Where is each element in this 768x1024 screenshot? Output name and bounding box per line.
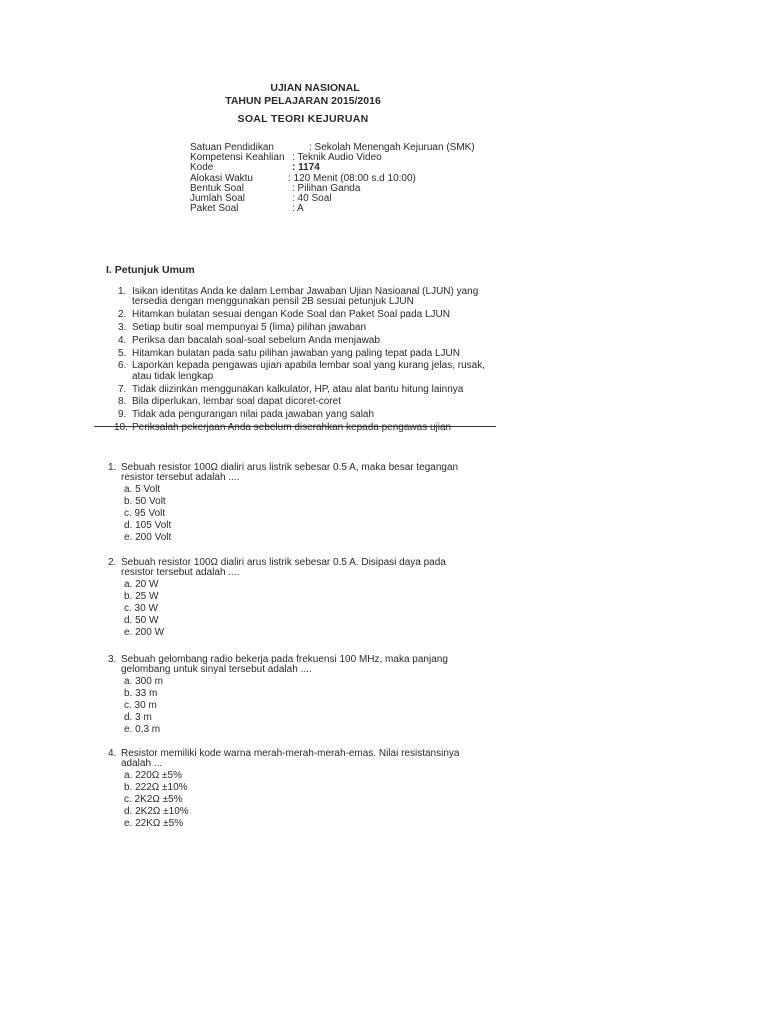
item-text: Periksa dan bacalah soal-soal sebelum Anda menjawab [132,334,380,346]
question-text: Sebuah gelombang radio bekerja pada frekuensi 100 MHz, maka panjang gelombang untuk sinyal tersebut adalah .... [121,654,448,676]
answer-option: b. 222Ω ±10% [124,782,188,794]
question-number: 1. [108,462,117,473]
question-text: Sebuah resistor 100Ω dialiri arus listrik sebesar 0.5 A, maka besar tegangan resistor tersebut adalah .... [121,462,459,484]
answer-option: b. 50 Volt [124,496,166,508]
question-text: Sebuah resistor 100Ω dialiri arus listrik sebesar 0.5 A. Disipasi daya pada resistor tersebut adalah .... [121,557,446,579]
header-year: TAHUN PELAJARAN 2015/2016 [225,95,381,107]
answer-option: e. 22KΩ ±5% [124,817,184,829]
answer-option: c. 95 Volt [124,508,166,519]
info-label: Paket Soal [190,203,239,215]
item-text: Hitamkan bulatan pada satu pilihan jawaban yang paling tepat pada LJUN [132,347,461,359]
answer-option: c. 30 m [124,700,157,711]
general-instructions-list [114,286,498,436]
info-label: Jumlah Soal [190,192,246,204]
item-text: Setiap butir soal mempunyai 5 (lima) pilihan jawaban [132,322,367,333]
answer-option: b. 25 W [124,591,159,603]
section-divider [94,426,496,427]
info-value: : Sekolah Menengah Kejuruan (SMK) [309,142,475,153]
answer-option: a. 220Ω ±5% [124,770,182,782]
list-item [118,361,498,382]
question-2 [108,558,480,638]
item-text: Periksalah pekerjaan Anda sebelum diserahkan kepada pengawas ujian [132,421,452,433]
question-text: Resistor memiliki kode warna merah-merah-merah-emas. Nilai resistansinya adalah ... [121,748,460,770]
answer-option: d. 105 Volt [124,519,172,531]
item-number: 5. [118,347,127,359]
info-value: : 120 Menit (08:00 s.d 10:00) [288,172,416,184]
item-number: 1. [118,286,127,297]
item-text: Hitamkan bulatan sesuai dengan Kode Soal dan Paket Soal pada LJUN [132,309,450,321]
question-4 [108,749,480,829]
item-text: Bila diperlukan, lembar soal dapat dicoret-coret [132,396,341,408]
list-item [114,421,498,433]
question-number: 4. [108,748,117,759]
info-value: : 40 Soal [292,192,332,204]
question-stem [108,749,480,769]
answer-option: c. 2K2Ω ±5% [124,794,183,805]
list-item [118,397,498,407]
info-label: Alokasi Waktu [190,172,253,184]
question-3 [108,655,480,735]
info-label: Bentuk Soal [190,182,244,194]
question-number: 2. [108,557,117,568]
answer-option: a. 300 m [124,676,163,688]
answer-option: e. 0,3 m [124,723,161,735]
answer-option: a. 5 Volt [124,484,161,496]
info-label: Kompetensi Keahlian [190,152,285,164]
answer-option: a. 20 W [124,579,159,591]
item-number: 6. [118,360,127,372]
header-title: UJIAN NASIONAL [270,82,360,94]
list-item [118,310,498,320]
info-value: : Teknik Audio Video [292,152,382,164]
answer-options [124,579,480,638]
list-item [118,385,498,395]
section-title: I. Petunjuk Umum [106,264,195,276]
answer-option: d. 3 m [124,711,152,723]
answer-option: d. 2K2Ω ±10% [124,805,189,817]
item-text: Tidak ada pengurangan nilai pada jawaban yang salah [132,409,375,421]
info-value: : Pilihan Ganda [292,182,361,194]
list-item [118,287,498,308]
header-subject: SOAL TEORI KEJURUAN [237,113,369,125]
info-label: Satuan Pendidikan [190,142,274,153]
item-text: Laporkan kepada pengawas ujian apabila lembar soal yang kurang jelas, rusak, atau tidak lengkap [132,360,486,382]
list-item [118,349,498,359]
list-item [118,323,498,333]
info-value: : A [292,203,304,215]
info-label: Kode [190,162,214,174]
info-value: : 1174 [292,162,320,174]
list-item [118,336,498,346]
question-number: 3. [108,654,117,665]
answer-options [124,484,480,543]
answer-option: b. 33 m [124,688,158,700]
answer-option: e. 200 Volt [124,531,172,543]
list-item [118,410,498,420]
answer-option: e. 200 W [124,626,165,638]
item-number: 8. [118,396,127,408]
answer-option: d. 50 W [124,614,159,626]
answer-options [124,770,480,829]
answer-option: c. 30 W [124,603,158,614]
item-number: 4. [118,334,127,346]
question-stem [108,655,480,675]
question-stem [108,463,480,483]
item-number: 3. [118,322,127,333]
question-stem [108,558,480,578]
exam-header [0,82,590,126]
item-text: Tidak diizinkan menggunakan kalkulator, HP, atau alat bantu hitung lainnya [132,383,464,395]
item-text: Isikan identitas Anda ke dalam Lembar Jawaban Ujian Nasioanal (LJUN) yang tersedia dengan menggunakan pensil 2B sesuai petunjuk LJUN [132,286,479,308]
question-1 [108,463,480,543]
item-number: 7. [118,383,127,395]
item-number: 10. [114,421,128,433]
item-number: 9. [118,409,127,421]
item-number: 2. [118,309,127,321]
answer-options [124,676,480,735]
